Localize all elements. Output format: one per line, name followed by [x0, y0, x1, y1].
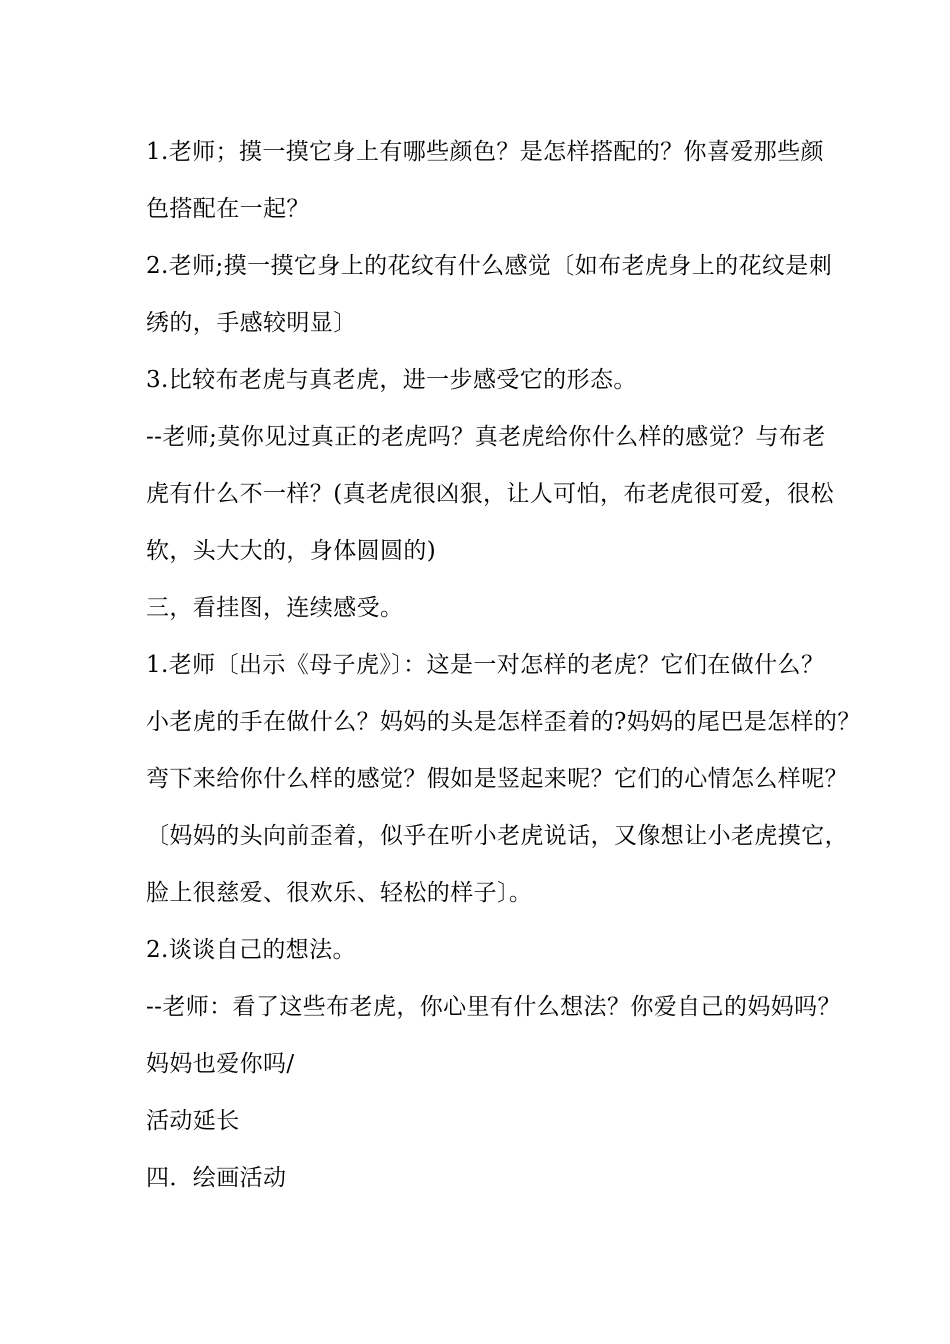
- text-line: 1.老师〔出示《母子虎》〕：这是一对怎样的老虎？它们在做什么？: [146, 652, 825, 678]
- text-line: 妈妈也爱你吗/: [146, 1051, 295, 1077]
- text-line: 小老虎的手在做什么？妈妈的头是怎样歪着的?妈妈的尾巴是怎样的？: [146, 709, 861, 735]
- text-line: 脸上很慈爱、很欢乐、轻松的样子〕。: [146, 880, 533, 906]
- text-line: 虎有什么不一样？(真老虎很凶狠，让人可怕，布老虎很可爱，很松: [146, 481, 834, 507]
- text-line: 软，头大大的，身体圆圆的): [146, 538, 437, 564]
- text-line: 2.谈谈自己的想法。: [146, 937, 356, 963]
- text-line: 〔妈妈的头向前歪着，似乎在听小老虎说话，又像想让小老虎摸它，: [146, 823, 848, 849]
- section-heading: 三，看挂图，连续感受。: [146, 595, 404, 621]
- text-line: 绣的，手感较明显〕: [146, 310, 357, 336]
- text-line: 1.老师；摸一摸它身上有哪些颜色？是怎样搭配的？你喜爱那些颜: [146, 139, 824, 165]
- text-line: --老师;莫你见过真正的老虎吗？真老虎给你什么样的感觉？与布老: [146, 424, 826, 450]
- text-line: 色搭配在一起？: [146, 196, 310, 222]
- text-line: 3.比较布老虎与真老虎，进一步感受它的形态。: [146, 367, 637, 393]
- section-heading: 活动延长: [146, 1108, 240, 1134]
- section-heading: 四．绘画活动: [146, 1165, 287, 1191]
- text-line: --老师：看了这些布老虎，你心里有什么想法？你爱自己的妈妈吗？: [146, 994, 841, 1020]
- text-line: 弯下来给你什么样的感觉？假如是竖起来呢？它们的心情怎么样呢？: [146, 766, 848, 792]
- text-line: 2.老师;摸一摸它身上的花纹有什么感觉〔如布老虎身上的花纹是刺: [146, 253, 833, 279]
